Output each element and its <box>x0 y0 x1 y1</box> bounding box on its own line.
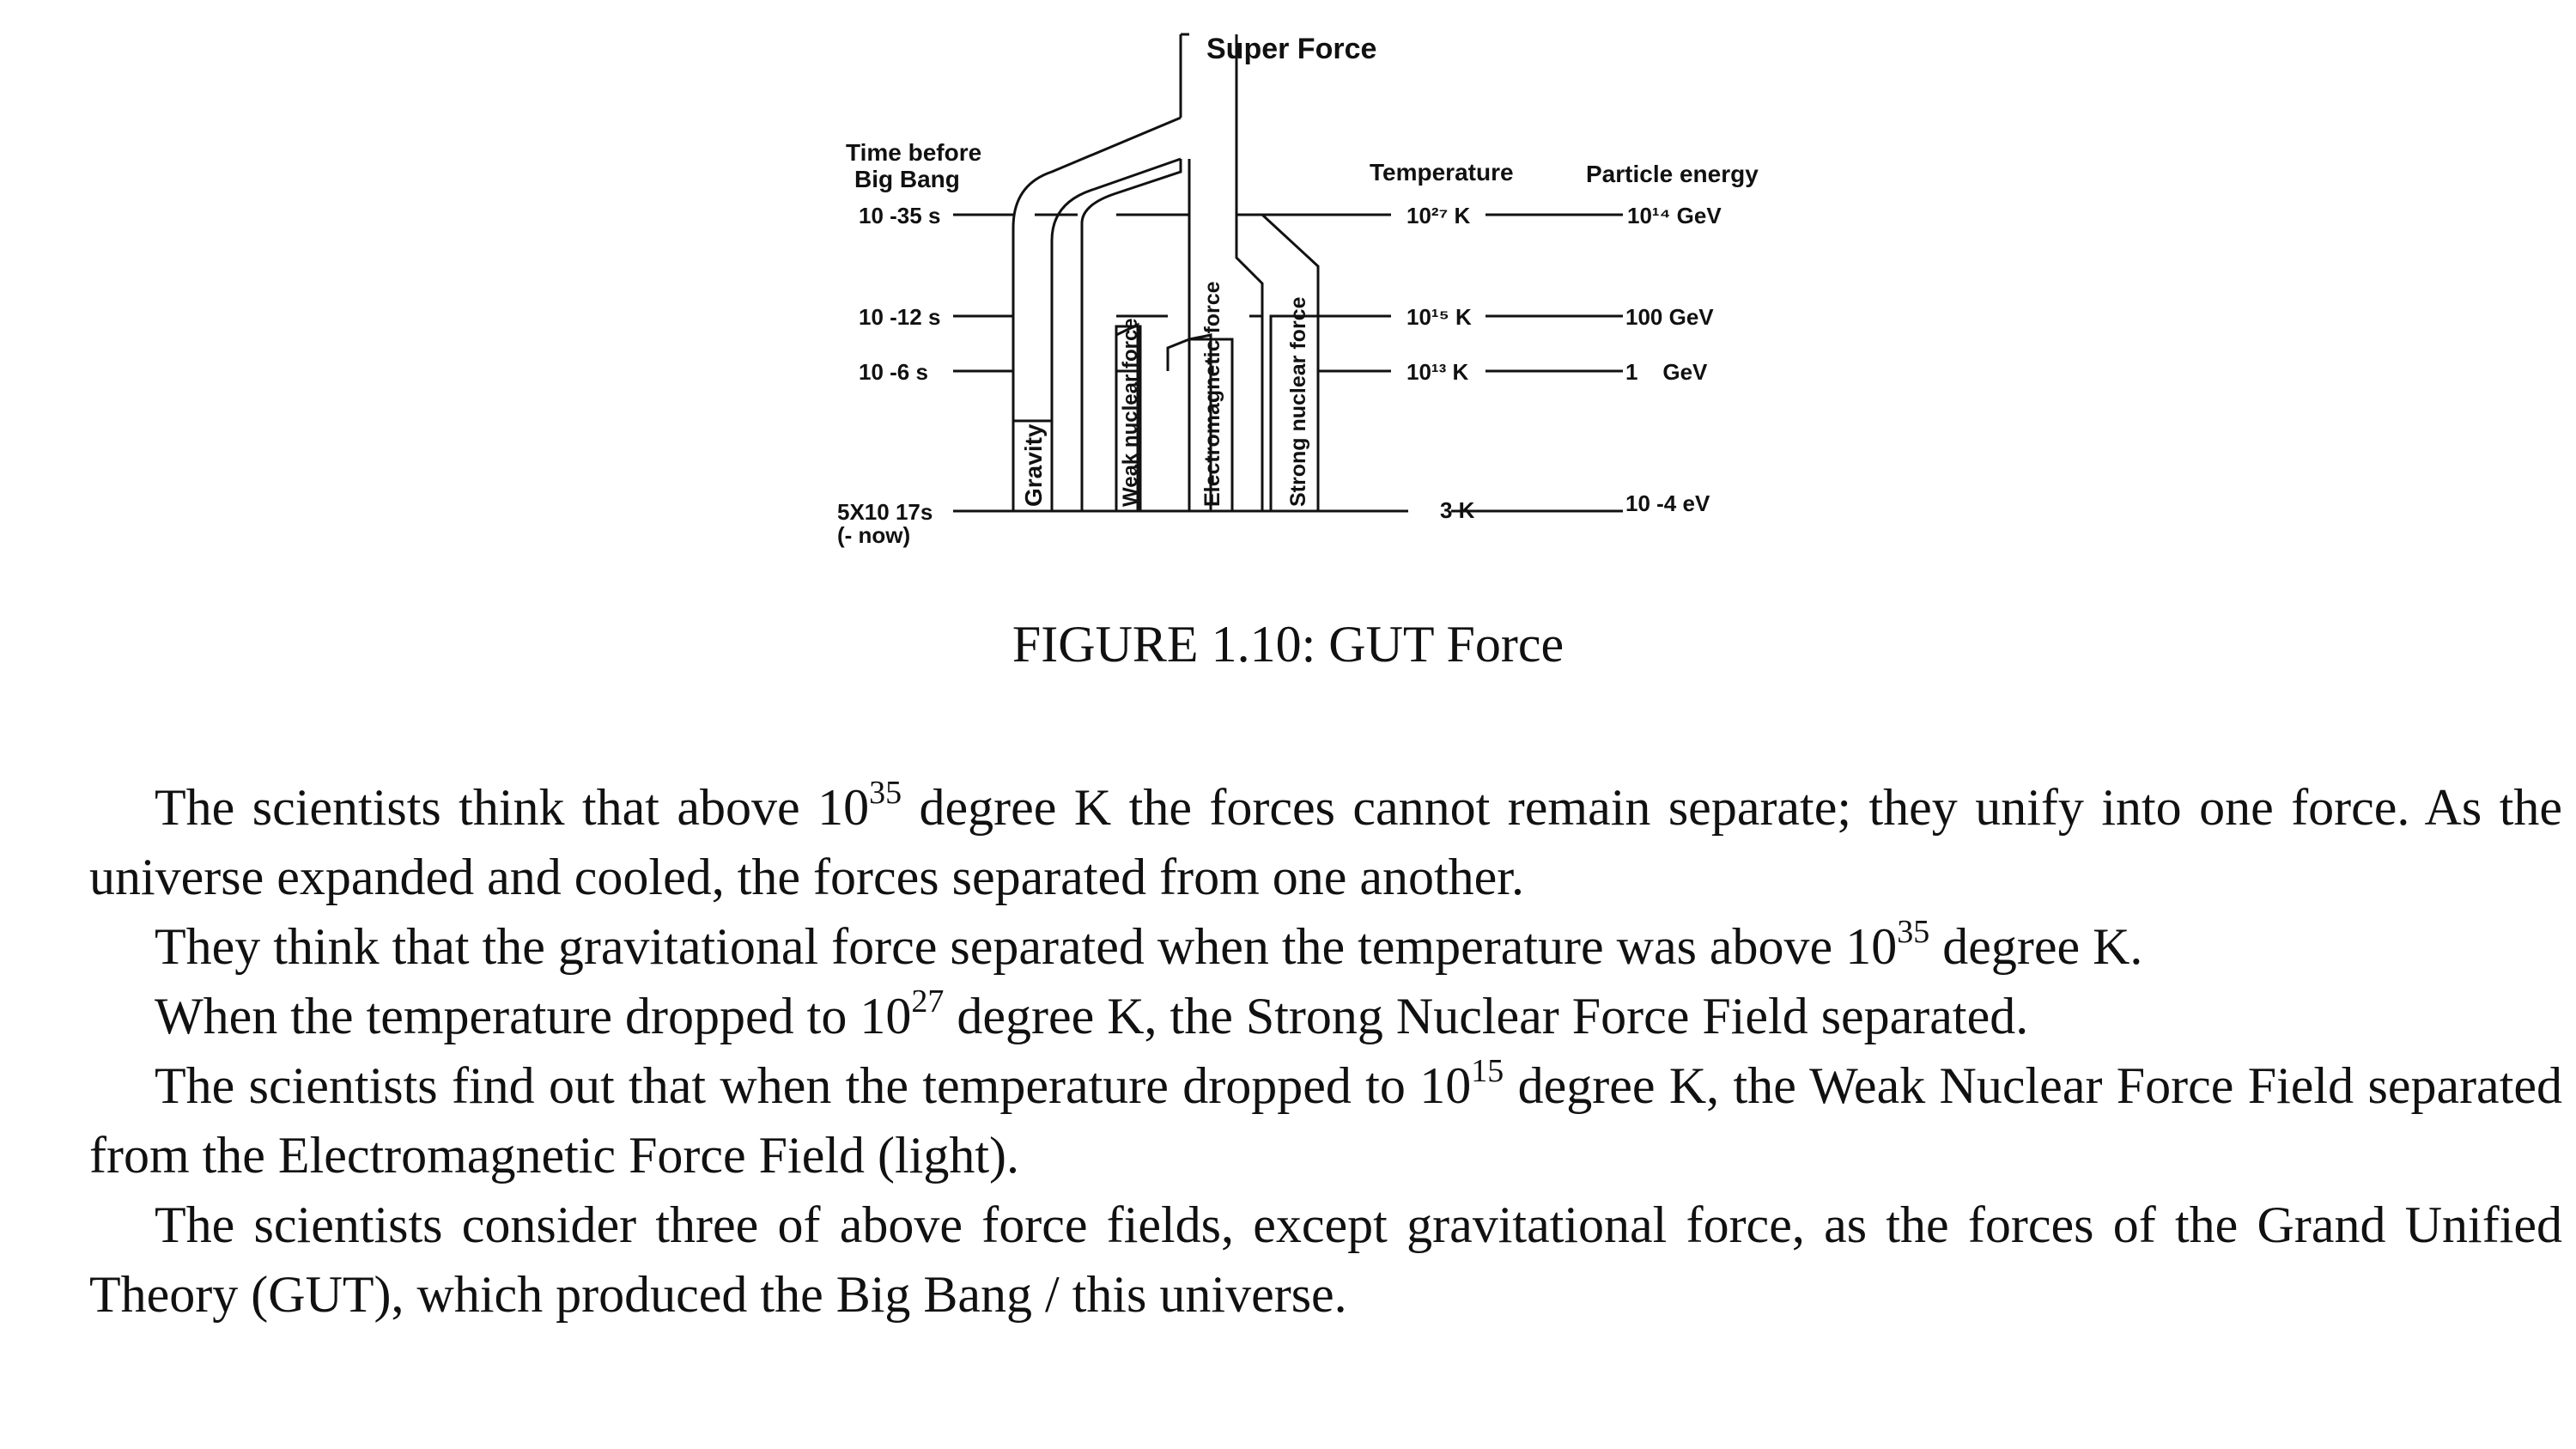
temperature-header: Temperature <box>1370 159 1514 186</box>
paragraph: They think that the gravitational force separated when the temperature was above $10^{35}$ degree K. <box>155 914 2143 975</box>
temperature-label: 10¹⁵ K <box>1406 304 1472 330</box>
energy-label: 1 GeV <box>1625 359 1708 385</box>
time-label: 10 -35 s <box>859 203 941 228</box>
paragraph: When the temperature dropped to $10^{27}$ degree K, the Strong Nuclear Force Field separated. <box>155 983 2029 1044</box>
body-text <box>89 773 2562 1330</box>
time-label: 10 -12 s <box>859 304 941 330</box>
energy-header: Particle energy <box>1586 161 1759 187</box>
temperature-label: 3 K <box>1440 497 1475 523</box>
energy-label: 10¹⁴ GeV <box>1627 203 1722 228</box>
time-label: 10 -6 s <box>859 359 928 385</box>
time-header-line2: Big Bang <box>854 166 960 192</box>
time-label: 5X10 17s <box>837 499 933 525</box>
paragraph: The scientists find out that when the temperature dropped to $10^{15}$ degree K, the Weak Nuclear Force Field separated from the Electromagnetic Force Field (light). <box>89 1053 2562 1184</box>
time-header-line1: Time before <box>846 139 982 166</box>
gut-force-diagram <box>0 0 2576 653</box>
paragraph: The scientists think that above $10^{35}$ degree K the forces cannot remain separate; they unify into one force. As the universe expanded and cooled, the forces separated from one another. <box>89 775 2562 905</box>
force-label-electromagnetic: Electromagnetic force <box>1200 281 1224 507</box>
force-label-weak: Weak nuclear force <box>1119 318 1142 507</box>
energy-label: 10 -4 eV <box>1625 490 1710 516</box>
time-note: (- now) <box>837 522 911 548</box>
temperature-label: 10¹³ K <box>1406 359 1469 385</box>
force-label-gravity: Gravity <box>1020 423 1047 507</box>
force-label-strong: Strong nuclear force <box>1286 296 1310 507</box>
figure-caption: FIGURE 1.10: GUT Force <box>1012 616 1564 673</box>
energy-label: 100 GeV <box>1625 304 1714 330</box>
temperature-label: 10²⁷ K <box>1406 203 1471 228</box>
paragraph: The scientists consider three of above force fields, except gravitational force, as the forces of the Grand Unified Theory (GUT), which produced the Big Bang / this universe. <box>89 1196 2562 1323</box>
super-force-label: Super Force <box>1206 33 1377 65</box>
